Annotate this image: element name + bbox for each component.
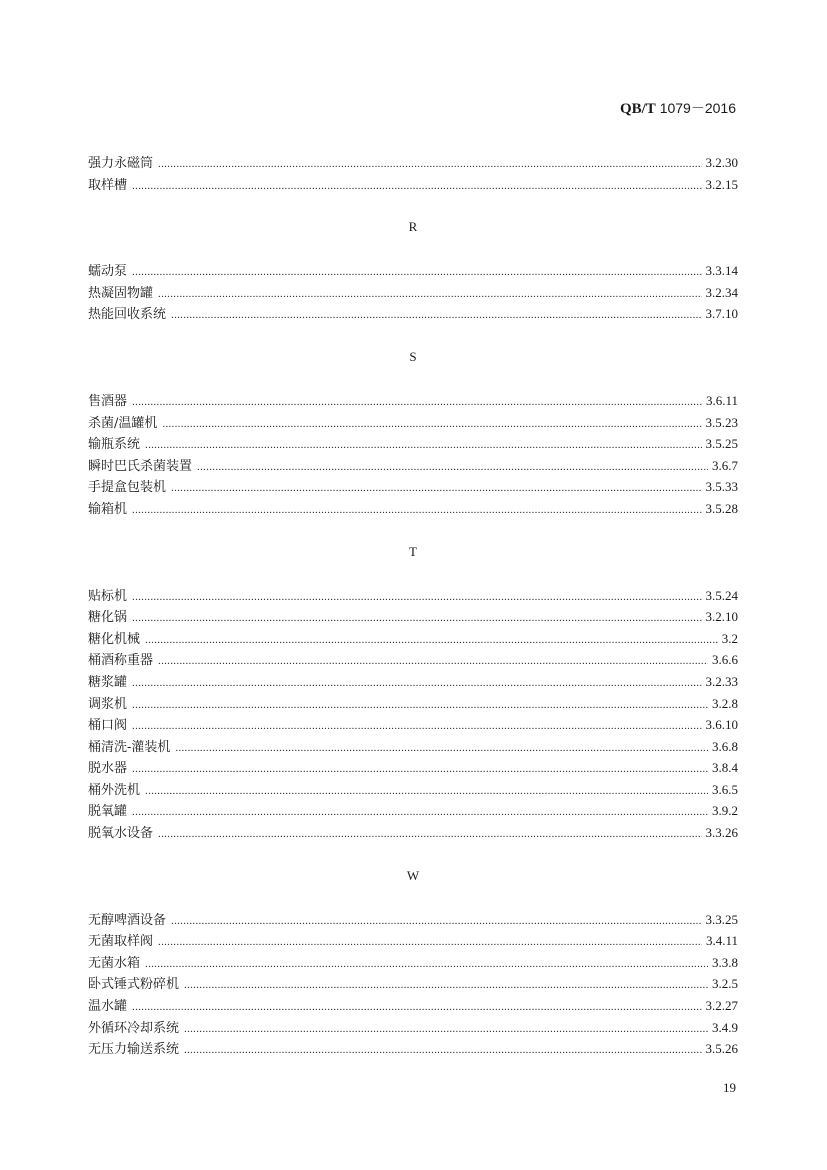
index-entry	[88, 585, 738, 607]
dot-leader	[162, 414, 701, 436]
entry-term: 取样槽	[88, 177, 128, 193]
entry-ref: 3.2.8	[712, 695, 738, 711]
entry-term: 瞬时巴氏杀菌装置	[88, 458, 193, 474]
index-entry	[88, 1017, 738, 1039]
index-entry	[88, 995, 738, 1017]
dot-leader	[184, 975, 708, 997]
entry-term: 卧式锤式粉碎机	[88, 977, 180, 993]
entry-term: 脱氧罐	[88, 804, 128, 820]
entry-ref: 3.8.4	[712, 760, 738, 776]
dot-leader	[132, 802, 708, 824]
entry-term: 糖化锅	[88, 610, 128, 626]
index-entry	[88, 390, 738, 412]
standard-number: 1079－2016	[659, 100, 736, 116]
entry-ref: 3.2.5	[712, 976, 738, 992]
entry-term: 热能回收系统	[88, 307, 167, 323]
index-entry	[88, 800, 738, 822]
entry-term: 无菌水箱	[88, 955, 141, 971]
entry-ref: 3.7.10	[705, 306, 738, 322]
index-body	[88, 152, 738, 1060]
dot-leader	[158, 284, 701, 306]
entry-term: 热凝固物罐	[88, 285, 154, 301]
entry-ref: 3.2.10	[705, 609, 738, 625]
entry-ref: 3.5.26	[705, 1041, 738, 1057]
entry-ref: 3.2.15	[705, 176, 738, 192]
index-entry	[88, 930, 738, 952]
entry-ref: 3.2	[721, 630, 738, 646]
dot-leader	[158, 651, 708, 673]
section-heading-r: R	[408, 219, 418, 235]
entry-ref: 3.6.7	[712, 457, 738, 473]
entry-ref: 3.2.34	[705, 284, 738, 300]
index-entry	[88, 649, 738, 671]
entry-ref: 3.3.8	[712, 954, 738, 970]
entry-term: 桶外洗机	[88, 782, 141, 798]
dot-leader	[145, 781, 708, 803]
index-entry	[88, 152, 738, 174]
entry-ref: 3.2.30	[705, 155, 738, 170]
dot-leader	[132, 608, 701, 630]
entry-ref: 3.6.8	[712, 738, 738, 754]
dot-leader	[158, 154, 701, 176]
entry-ref: 3.4.11	[705, 933, 738, 949]
dot-leader	[132, 262, 701, 284]
entry-ref: 3.3.25	[705, 911, 738, 927]
index-entry	[88, 822, 738, 844]
entry-term: 贴标机	[88, 588, 128, 604]
entry-term: 无压力输送系统	[88, 1042, 180, 1058]
dot-leader	[132, 500, 701, 522]
dot-leader	[132, 695, 708, 717]
entry-term: 脱水器	[88, 761, 128, 777]
dot-leader	[184, 1040, 701, 1062]
index-section-q-continued	[88, 152, 738, 195]
entry-ref: 3.5.28	[705, 500, 738, 516]
dot-leader	[158, 824, 701, 846]
dot-leader	[132, 673, 701, 695]
entry-ref: 3.5.33	[705, 479, 738, 495]
dot-leader	[171, 911, 701, 933]
dot-leader	[132, 759, 708, 781]
index-entry	[88, 628, 738, 650]
dot-leader	[132, 997, 701, 1019]
index-section-s	[88, 390, 738, 520]
entry-ref: 3.9.2	[712, 803, 738, 819]
entry-term: 调浆机	[88, 696, 128, 712]
entry-ref: 3.3.14	[705, 263, 738, 279]
index-section-w	[88, 909, 738, 1060]
index-entry	[88, 693, 738, 715]
index-entry	[88, 757, 738, 779]
index-entry	[88, 779, 738, 801]
standard-prefix: QB/T	[619, 101, 656, 117]
entry-term: 温水罐	[88, 999, 128, 1015]
index-entry	[88, 714, 738, 736]
dot-leader	[184, 1019, 708, 1041]
dot-leader	[132, 176, 701, 198]
dot-leader	[132, 716, 701, 738]
index-section-t	[88, 585, 738, 844]
entry-term: 外循环冷却系统	[88, 1020, 180, 1036]
entry-term: 糖化机械	[88, 631, 141, 647]
section-heading-s: S	[409, 348, 417, 364]
entry-ref: 3.5.25	[705, 436, 738, 452]
entry-ref: 3.2.27	[705, 998, 738, 1014]
dot-leader	[171, 478, 701, 500]
index-entry	[88, 909, 738, 931]
index-entry	[88, 433, 738, 455]
dot-leader	[132, 587, 701, 609]
index-entry	[88, 303, 738, 325]
entry-term: 桶酒称重器	[88, 653, 154, 669]
dot-leader	[175, 738, 708, 760]
document-header	[620, 98, 736, 118]
entry-term: 输箱机	[88, 501, 128, 517]
index-entry	[88, 736, 738, 758]
entry-ref: 3.5.24	[705, 587, 738, 603]
dot-leader	[145, 954, 708, 976]
entry-term: 桶口阀	[88, 718, 128, 734]
index-entry	[88, 412, 738, 434]
entry-ref: 3.6.5	[712, 781, 738, 797]
index-entry	[88, 282, 738, 304]
entry-term: 输瓶系统	[88, 437, 141, 453]
dot-leader	[197, 457, 708, 479]
index-entry	[88, 174, 738, 196]
dot-leader	[145, 435, 701, 457]
entry-term: 手提盒包装机	[88, 480, 167, 496]
dot-leader	[158, 932, 702, 954]
page-number: 19	[723, 1080, 736, 1095]
index-entry	[88, 952, 738, 974]
index-entry	[88, 973, 738, 995]
index-entry	[88, 1038, 738, 1060]
dot-leader	[132, 392, 702, 414]
entry-term: 脱氧水设备	[88, 826, 154, 842]
entry-term: 无菌取样阀	[88, 934, 154, 950]
entry-term: 强力永磁筒	[88, 156, 154, 171]
index-section-r	[88, 260, 738, 325]
entry-ref: 3.6.6	[712, 652, 738, 668]
entry-term: 蠕动泵	[88, 264, 128, 280]
entry-term: 售酒器	[88, 393, 128, 409]
entry-ref: 3.6.11	[705, 392, 738, 408]
entry-ref: 3.6.10	[705, 717, 738, 733]
entry-ref: 3.4.9	[712, 1019, 738, 1035]
dot-leader	[145, 630, 718, 652]
section-heading-w: W	[406, 867, 420, 883]
index-entry	[88, 476, 738, 498]
entry-term: 杀菌/温罐机	[88, 415, 158, 431]
entry-ref: 3.2.33	[705, 673, 738, 689]
entry-term: 无醇啤酒设备	[88, 912, 167, 928]
section-heading-t: T	[409, 543, 417, 559]
index-entry	[88, 606, 738, 628]
index-entry	[88, 498, 738, 520]
index-entry	[88, 260, 738, 282]
index-entry	[88, 455, 738, 477]
dot-leader	[171, 305, 701, 327]
entry-term: 桶清洗-灌装机	[88, 739, 171, 755]
entry-ref: 3.5.23	[705, 414, 738, 430]
entry-ref: 3.3.26	[705, 825, 738, 841]
index-entry	[88, 671, 738, 693]
entry-term: 糖浆罐	[88, 674, 128, 690]
